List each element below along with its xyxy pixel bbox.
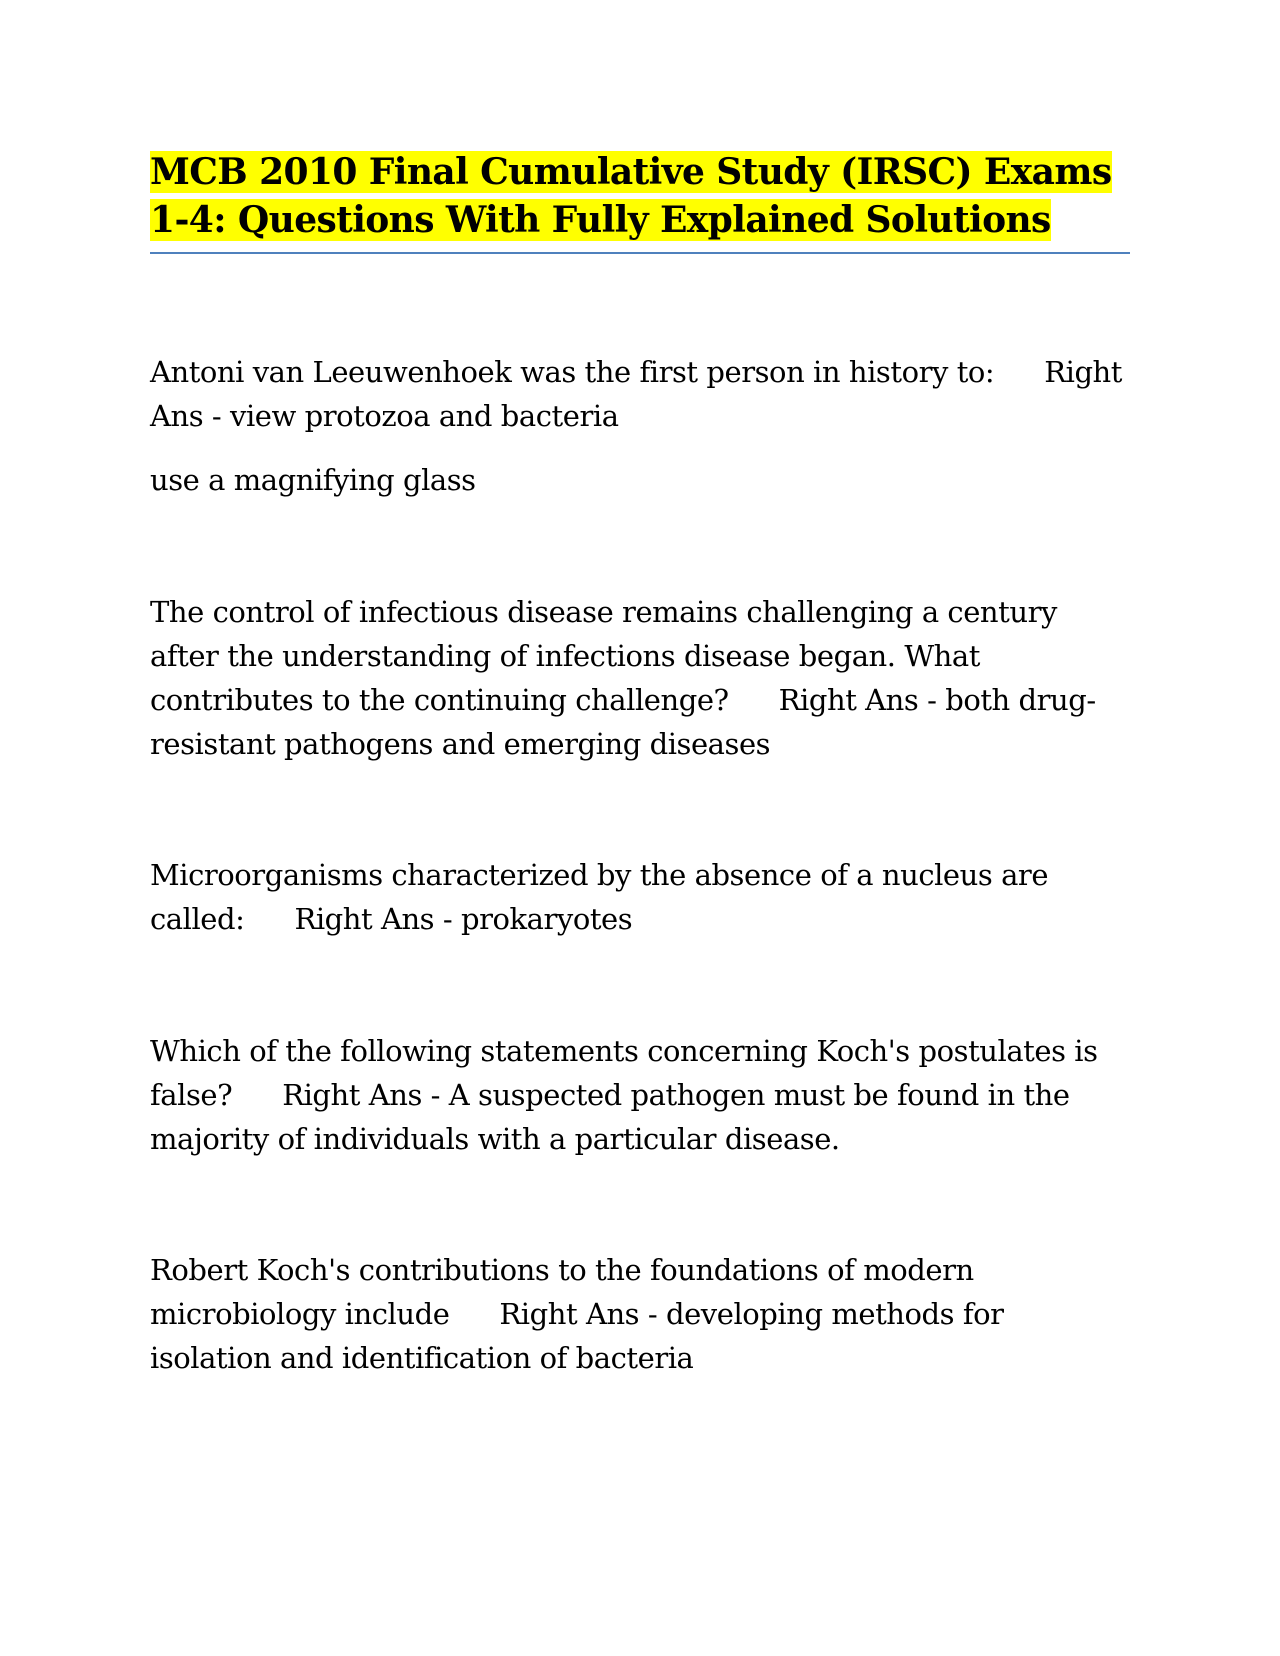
- question-1: Antoni van Leeuwenhoek was the first person in history to:: [150, 355, 995, 389]
- answer-1: Right Ans - view protozoa and bacteria: [150, 355, 1122, 433]
- answer-5: Right Ans - developing methods for isolation and identification of bacteria: [150, 1297, 1004, 1375]
- question-2: The control of infectious disease remains challenging a century after the understanding of infections disease began. What contributes to the continuing challenge?: [150, 595, 1057, 717]
- document-title-text: MCB 2010 Final Cumulative Study (IRSC) Exams 1-4: Questions With Fully Explained Solutions: [150, 151, 1112, 241]
- title-rule: [150, 252, 1130, 254]
- qa-item-3: [150, 853, 1130, 941]
- document-title: [150, 148, 1130, 244]
- question-4: Which of the following statements concerning Koch's postulates is false?: [150, 1034, 1098, 1112]
- qa-item-2: [150, 590, 1130, 766]
- question-5: Robert Koch's contributions to the foundations of modern microbiology include: [150, 1253, 974, 1331]
- answer-2: Right Ans - both drug-resistant pathogens and emerging diseases: [150, 683, 1096, 761]
- qa-item-4: [150, 1029, 1130, 1161]
- answer-3: Right Ans - prokaryotes: [294, 902, 633, 936]
- document-page: [150, 148, 1130, 1380]
- qa-item-1: [150, 350, 1130, 438]
- answer-4: Right Ans - A suspected pathogen must be found in the majority of individuals with a particular disease.: [150, 1078, 1070, 1156]
- question-3: Microorganisms characterized by the absence of a nucleus are called:: [150, 858, 1049, 936]
- extra-option-line: use a magnifying glass: [150, 463, 476, 497]
- qa-item-5: [150, 1248, 1130, 1380]
